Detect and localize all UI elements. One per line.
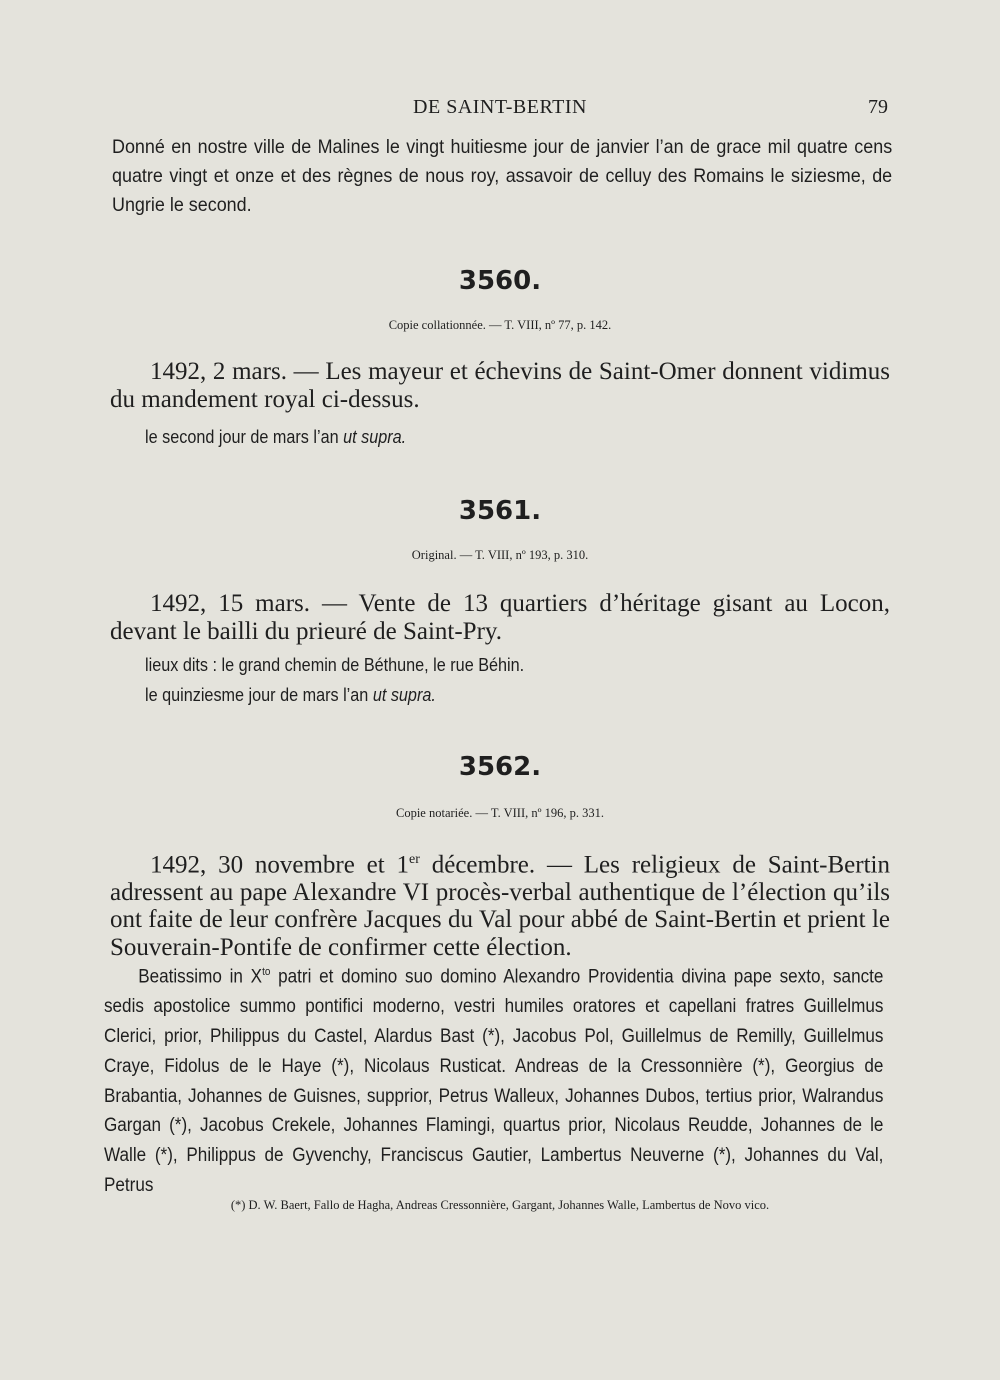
- text-line: [145, 680, 829, 710]
- entry-text-3560: [145, 422, 829, 452]
- entry-text-3561: [145, 650, 829, 710]
- footnote: (*) D. W. Baert, Fallo de Hagha, Andreas Cressonnière, Gargant, Johannes Walle, Lambertus de Novo vico.: [230, 1198, 770, 1212]
- intro-paragraph-text: Donné en nostre ville de Malines le vingt huitiesme jour de janvier l’an de grace mil quatre cens quatre vingt et onze et des règnes de nous roy, assavoir de celluy des Romains le siziesme, de Ungrie le second.: [112, 136, 893, 216]
- entry-number-3562: 3562.: [458, 752, 542, 782]
- summary-text: décembre. — Les religieux de Saint-Bertin adressent au pape Alexandre VI procès-verbal authentique de l’élection qu’ils ont faite de leur confrère Jacques du Val pour abbé de Saint-Bertin et prient le Souverain-Pontife de confirmer cette élection.: [110, 851, 890, 961]
- entry-summary-3561: 1492, 15 mars. — Vente de 13 quartiers d’héritage gisant au Locon, devant le bailli du prieuré de Saint-Pry.: [110, 590, 890, 645]
- text-line-body: le quinziesme jour de mars l’an: [145, 685, 373, 705]
- latin-text: Beatissimo in X: [138, 966, 263, 988]
- page-number: 79: [868, 96, 888, 118]
- entry-source-3562: Copie notariée. — T. VIII, nº 196, p. 331.: [395, 806, 604, 820]
- text-line-body: lieux dits : le grand chemin de Béthune, le rue Béhin.: [145, 655, 525, 675]
- text-line-body: le second jour de mars l’an: [145, 427, 344, 447]
- entry-summary-3560: 1492, 2 mars. — Les mayeur et échevins de Saint-Omer donnent vidimus du mandement royal ci-dessus.: [110, 358, 890, 413]
- text-line-italic: ut supra.: [343, 427, 407, 447]
- running-title: DE SAINT-BERTIN: [413, 96, 587, 118]
- latin-superscript: to: [262, 966, 271, 978]
- entry-source-3561: Original. — T. VIII, nº 193, p. 310.: [411, 548, 589, 562]
- entry-source-3560: Copie collationnée. — T. VIII, nº 77, p. 142.: [388, 318, 612, 332]
- text-line: [145, 422, 829, 452]
- summary-superscript: er: [409, 852, 420, 867]
- text-line: [145, 650, 829, 680]
- latin-text: patri et domino suo domino Alexandro Providentia divina pape sexto, sancte sedis apostolice summo pontifici moderno, vestri humiles oratores et capellani fratres Guillelmus Clerici, prior, Philippus du Castel, Alardus Bast (*), Jacobus Pol, Guillelmus de Remilly, Guillelmus Craye, Fidolus de le Haye (*), Nicolaus Rusticat. Andreas de la Cressonnière (*), Georgius de Brabantia, Johannes de Guisnes, supprior, Petrus Walleux, Johannes Dubos, tertius prior, Walrandus Gargan (*), Jacobus Crekele, Johannes Flamingi, quartus prior, Nicolaus Reudde, Johannes de le Walle (*), Philippus de Gyvenchy, Franciscus Gautier, Lambertus Neuverne (*), Johannes du Val, Petrus: [104, 966, 884, 1196]
- latin-letter: [104, 958, 883, 1201]
- entry-number-3561: 3561.: [458, 496, 542, 526]
- text-line-italic: ut supra.: [372, 685, 436, 705]
- intro-paragraph: [112, 133, 893, 220]
- summary-text: 1492, 30 novembre et 1: [150, 851, 410, 879]
- entry-summary-3562: [110, 846, 890, 961]
- entry-number-3560: 3560.: [458, 266, 542, 296]
